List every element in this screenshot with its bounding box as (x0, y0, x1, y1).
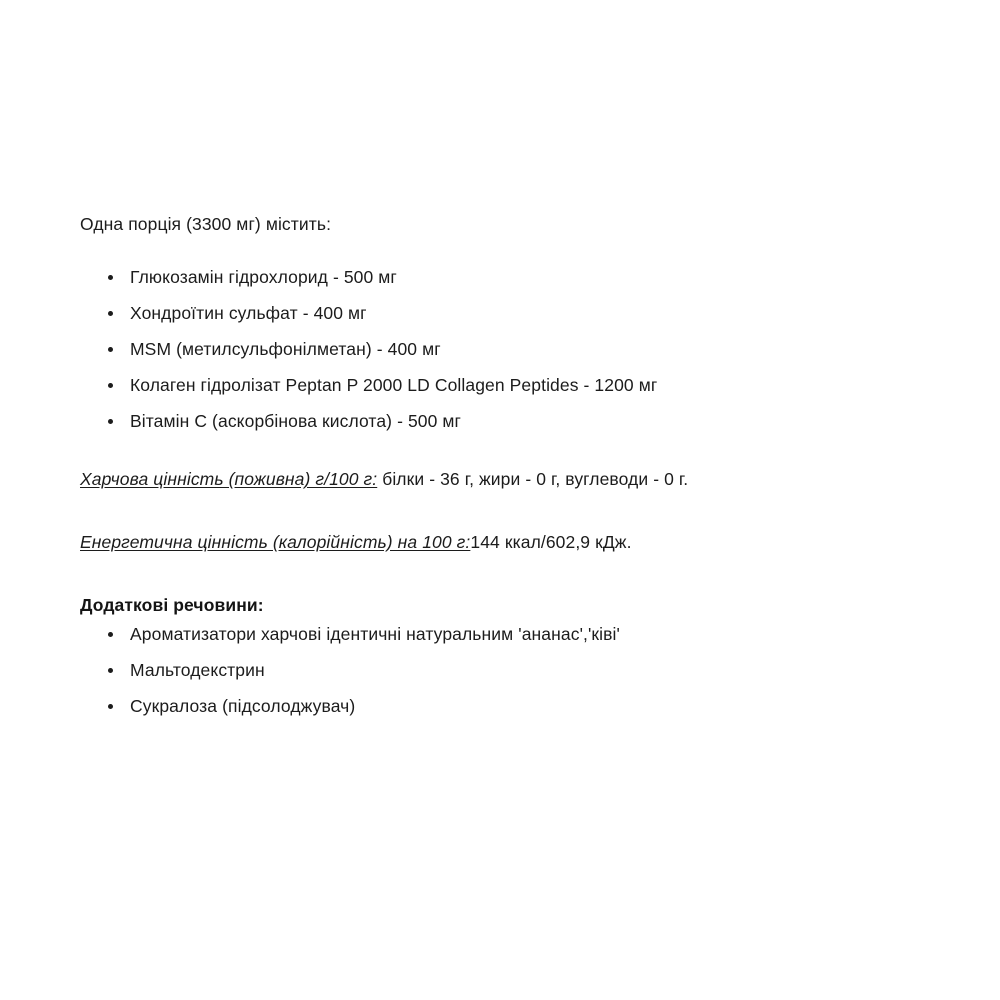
extra-label: Мальтодекстрин (130, 660, 265, 681)
nutrition-value-label: Харчова цінність (поживна) г/100 г: (80, 469, 378, 490)
serving-intro: Одна порція (3300 мг) містить: (80, 214, 332, 234)
list-item (80, 652, 920, 688)
bullet-icon (108, 632, 113, 637)
bullet-icon (108, 668, 113, 673)
ingredient-label: Вітамін C (аскорбінова кислота) - 500 мг (130, 411, 462, 432)
extras-list (80, 616, 920, 724)
nutrition-value-line (80, 467, 920, 492)
nutrition-energy-text: 144 ккал/602,9 кДж. (470, 531, 632, 552)
list-item (80, 295, 920, 331)
ingredient-label: Хондроїтин сульфат - 400 мг (130, 303, 367, 324)
ingredient-label: MSM (метилсульфонілметан) - 400 мг (130, 339, 441, 360)
nutrition-facts (80, 467, 920, 555)
list-item (80, 367, 920, 403)
list-item (80, 688, 920, 724)
list-item (80, 616, 920, 652)
extra-label: Ароматизатори харчові ідентичні натуральним 'ананас','ківі' (130, 624, 620, 645)
nutrition-value-text: білки - 36 г, жири - 0 г, вуглеводи - 0 г. (377, 469, 689, 490)
nutrition-energy-line (80, 530, 920, 555)
list-item (80, 403, 920, 439)
bullet-icon (108, 383, 113, 388)
bullet-icon (108, 311, 113, 316)
bullet-icon (108, 419, 113, 424)
list-item (80, 259, 920, 295)
bullet-icon (108, 275, 113, 280)
ingredient-label: Глюкозамін гідрохлорид - 500 мг (130, 267, 397, 288)
ingredient-label: Колаген гідролізат Peptan P 2000 LD Collagen Peptides - 1200 мг (130, 375, 658, 396)
ingredients-list (80, 259, 920, 439)
extras-heading: Додаткові речовини: (80, 595, 264, 616)
bullet-icon (108, 704, 113, 709)
extra-label: Сукралоза (підсолоджувач) (130, 696, 356, 717)
bullet-icon (108, 347, 113, 352)
nutrition-energy-label: Енергетична цінність (калорійність) на 100 г: (80, 531, 471, 552)
list-item (80, 331, 920, 367)
